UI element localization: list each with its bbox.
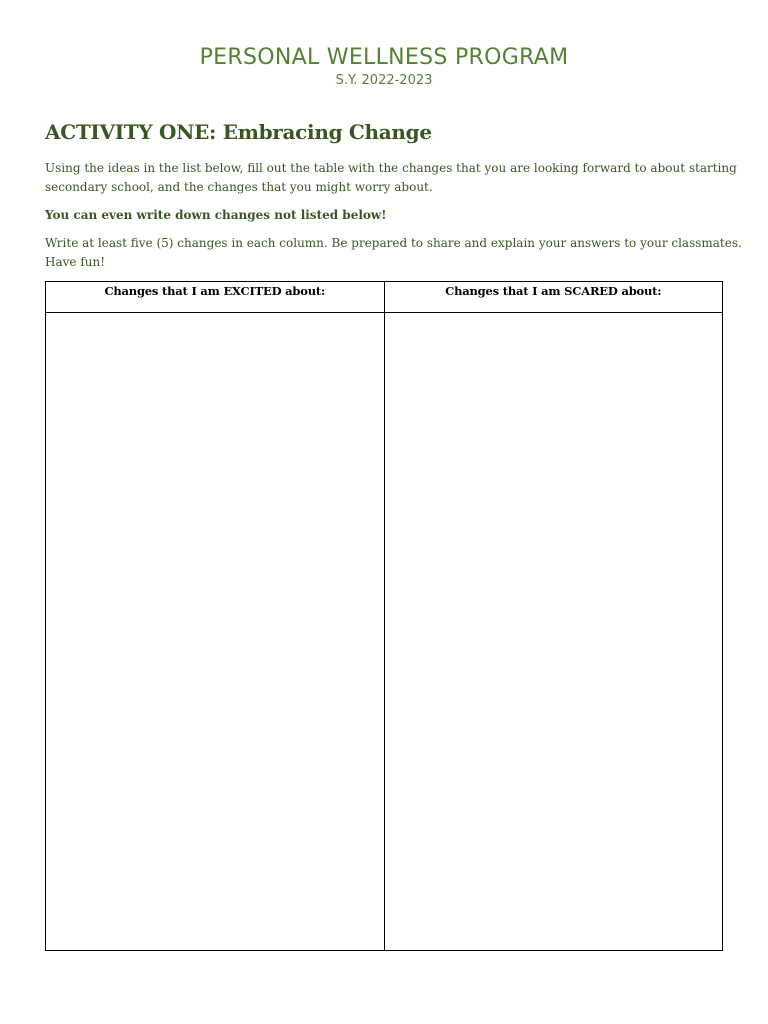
changes-table [45, 281, 723, 951]
activity-heading: ACTIVITY ONE: Embracing Change [45, 120, 432, 144]
instruction-3-line-2: Have fun! [45, 254, 106, 269]
instruction-1-line-2: secondary school, and the changes that you might worry about. [45, 179, 433, 194]
table-header-row [46, 282, 723, 313]
instruction-paragraph-1 [45, 159, 735, 196]
program-title: PERSONAL WELLNESS PROGRAM [199, 45, 569, 70]
excited-answer-cell[interactable] [46, 313, 385, 951]
instruction-3-line-1: Write at least five (5) changes in each column. Be prepared to share and explain your answers to your classmates. [45, 236, 742, 250]
table-row [46, 313, 723, 951]
instruction-paragraph-2: You can even write down changes not listed below! [45, 208, 387, 222]
column-header-excited: Changes that I am EXCITED about: [46, 282, 385, 313]
column-header-scared: Changes that I am SCARED about: [384, 282, 723, 313]
instruction-1-line-1: Using the ideas in the list below, fill out the table with the changes that you are looking forward to about starting [45, 161, 737, 175]
scared-answer-cell[interactable] [384, 313, 723, 951]
school-year: S.Y. 2022-2023 [335, 73, 433, 88]
instruction-paragraph-3 [45, 234, 742, 271]
